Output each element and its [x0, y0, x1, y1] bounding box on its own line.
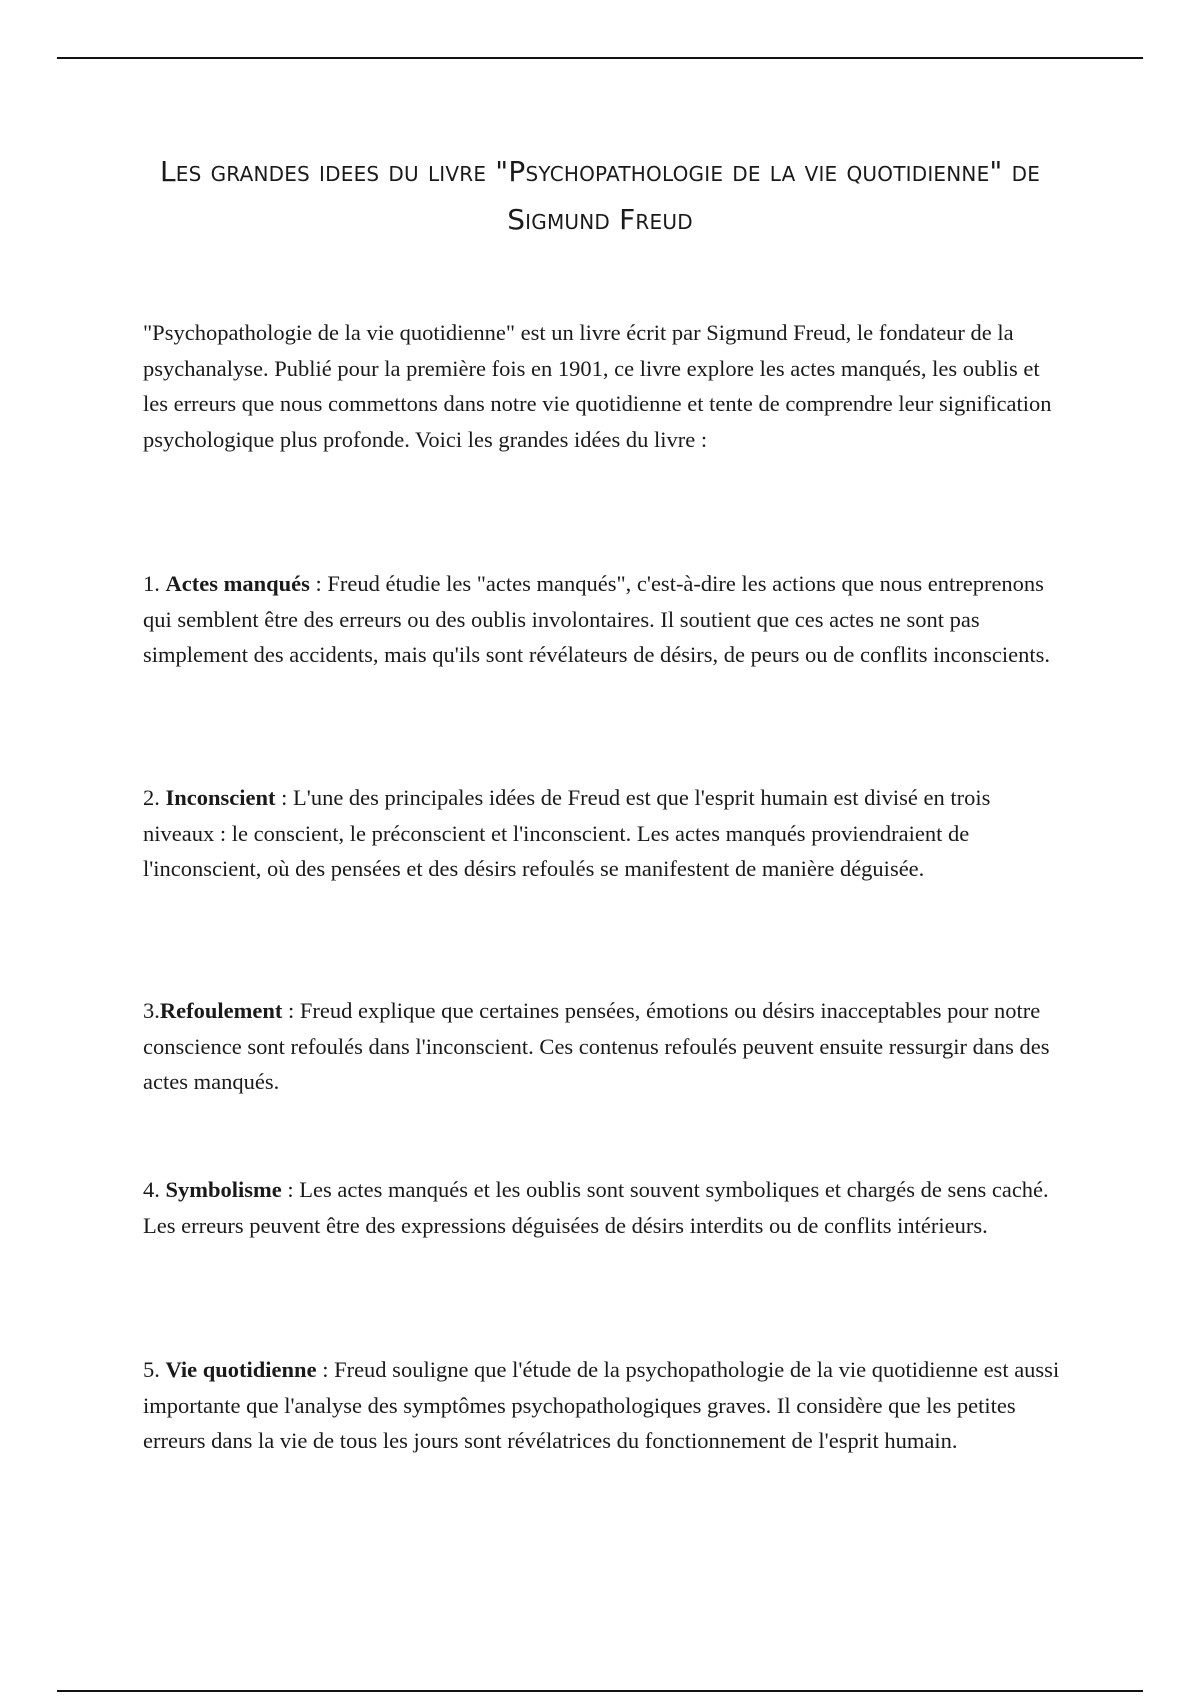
idea-paragraph-refoulement — [143, 993, 1063, 1100]
idea-text: : L'une des principales idées de Freud est que l'esprit humain est divisé en trois niveaux : le conscient, le préconscient et l'inconscient. Les actes manqués proviendraient de l'inconscient, où des pensées et des désirs refoulés se manifestent de manière déguisée. — [143, 785, 991, 881]
idea-paragraph-inconscient — [143, 780, 1063, 887]
idea-number: 3. — [143, 998, 160, 1023]
idea-text: : Freud explique que certaines pensées, émotions ou désirs inacceptables pour notre conscience sont refoulés dans l'inconscient. Ces contenus refoulés peuvent ensuite ressurgir dans des actes manqués. — [143, 998, 1050, 1094]
idea-paragraph-actes-manques — [143, 566, 1063, 673]
idea-paragraph-vie-quotidienne — [143, 1352, 1063, 1459]
idea-text: : Les actes manqués et les oublis sont souvent symboliques et chargés de sens caché. Les erreurs peuvent être des expressions déguisées de désirs interdits ou de conflits intérieurs. — [143, 1177, 1049, 1238]
idea-term: Symbolisme — [165, 1177, 282, 1202]
idea-term: Actes manqués — [165, 571, 310, 596]
idea-paragraph-symbolisme — [143, 1172, 1063, 1243]
idea-term: Refoulement — [159, 998, 283, 1023]
bottom-rule — [57, 1690, 1143, 1692]
idea-text: : Freud étudie les "actes manqués", c'est-à-dire les actions que nous entreprenons qui semblent être des erreurs ou des oublis involontaires. Il soutient que ces actes ne sont pas simplement des accidents, mais qu'ils sont révélateurs de désirs, de peurs ou de conflits inconscients. — [143, 571, 1050, 667]
top-rule — [57, 57, 1143, 59]
idea-number: 1. — [143, 571, 166, 596]
idea-term: Vie quotidienne — [165, 1357, 317, 1382]
document-title: Les grandes idees du livre "Psychopathologie de la vie quotidienne" de Sigmund Freud — [159, 155, 1041, 236]
idea-text: : Freud souligne que l'étude de la psychopathologie de la vie quotidienne est aussi importante que l'analyse des symptômes psychopathologiques graves. Il considère que les petites erreurs dans la vie de tous les jours sont révélatrices du fonctionnement de l'esprit humain. — [143, 1357, 1060, 1453]
intro-paragraph: "Psychopathologie de la vie quotidienne" est un livre écrit par Sigmund Freud, le fondateur de la psychanalyse. Publié pour la première fois en 1901, ce livre explore les actes manqués, les oublis et les erreurs que nous commettons dans notre vie quotidienne et tente de comprendre leur signification psychologique plus profonde. Voici les grandes idées du livre : — [143, 320, 1052, 452]
idea-term: Inconscient — [165, 785, 276, 810]
idea-number: 5. — [143, 1357, 166, 1382]
idea-number: 2. — [143, 785, 166, 810]
idea-number: 4. — [143, 1177, 166, 1202]
